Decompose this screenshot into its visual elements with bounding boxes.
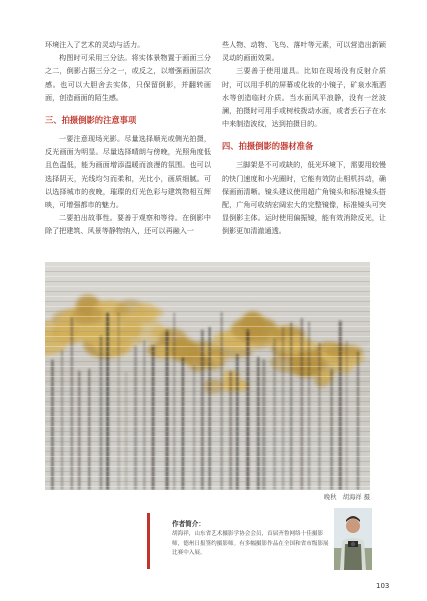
- equipment-paragraph: 三脚架是不可或缺的，低光环境下，需要用较慢的快门速度和小光圈时，它能有效防止相机抖动，确保画面清晰。镜头建议使用超广角镜头和标准镜头搭配，广角可收纳宏阔宏大的完整镜像，标准镜头可突显倒影主体。运时使用偏振镜，能有效消除反光，让倒影更加清澈通透。: [222, 160, 386, 236]
- reflection-photo-art: [45, 262, 370, 490]
- composition-paragraph: 构图时可采用三分法。将实体景物置于画面三分之二，倒影占据三分之一，或反之，以增强画面层次感。也可以大胆舍去实体，只保留倒影，并翻转画面，创造画面的陌生感。: [45, 53, 211, 102]
- story-paragraph-start: 二要拍出故事性。要善于观察和等待。在倒影中除了把建筑、风景等静物纳入，还可以再融入一: [45, 213, 211, 236]
- story-paragraph-end: 些人物、动物、飞鸟、落叶等元素，可以营造出新颖灵动的画面效果。: [222, 40, 386, 63]
- author-accent-bar: [147, 513, 150, 569]
- section-four-heading: 四、拍摄倒影的器材准备: [222, 141, 314, 152]
- props-paragraph: 三要善于使用道具。比如在现场没有反射介质时，可以用手机的屏幕或化妆的小镜子，矿泉水瓶洒水等创造临时介质。当水面风平浪静，没有一丝波澜，拍摄时可用手或树枝拨动水面，或者丢石子在水中来制造波纹，达到拍摄目的。: [222, 66, 386, 129]
- reflection-photo: [45, 262, 370, 490]
- intro-line: 环境注入了艺术的灵动与活力。: [45, 40, 145, 49]
- left-column: [45, 38, 211, 238]
- photo-caption: 晚秋 胡海祥 摄: [323, 494, 370, 501]
- page-number: 103: [376, 582, 390, 590]
- section-three-heading: 三、拍摄倒影的注意事项: [45, 115, 137, 126]
- author-portrait: [334, 508, 372, 570]
- right-column: [222, 38, 386, 238]
- light-paragraph: 一要注意现场光影。尽量选择顺光或侧光拍摄，反光画面为明显。尽量选择晴朗与傍晚，光照角度低且色温低，能为画面增添温暖而浪漫的氛围。也可以选择阴天，光线均匀而柔和，光比小，画质细腻。可以选择城市的夜晚，璀璨的灯光色彩与建筑物相互辉映，可增强都市的魅力。: [45, 134, 211, 210]
- author-title: 作者简介：: [172, 520, 205, 528]
- author-bio: 胡海祥，山东省艺术摄影学协会会员，首届齐鲁网络十佳摄影师，德州日报签约摄影师。有多幅摄影作品在全国和省市级影展比赛中入展。: [172, 531, 329, 556]
